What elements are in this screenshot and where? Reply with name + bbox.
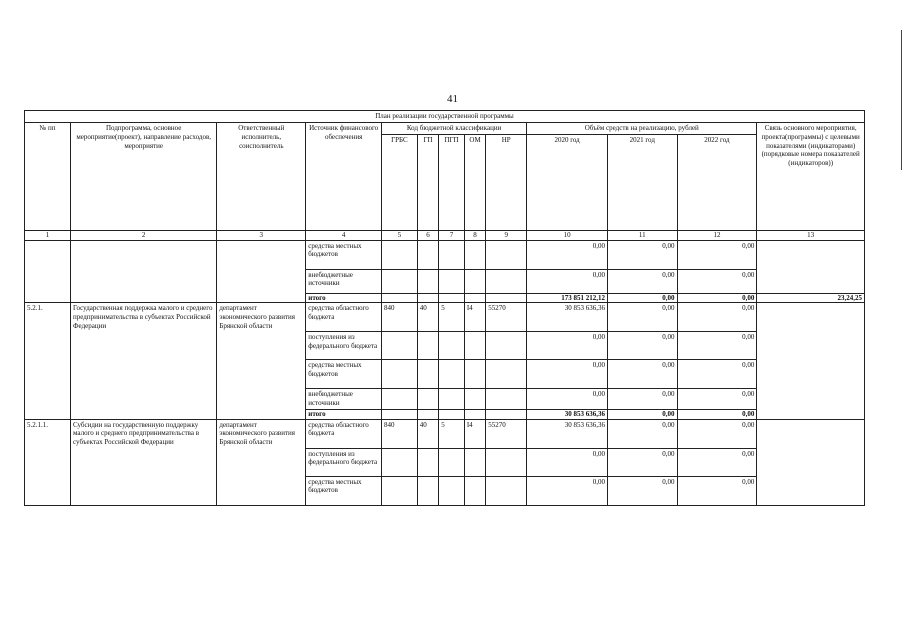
item-executor: департамент экономического развития Брянской области [217,419,306,505]
amount-2020: 30 853 636,36 [527,303,608,332]
header-executor: Ответственный исполнитель, соисполнитель [217,123,306,231]
header-budget-class: Код бюджетной классификации [381,123,526,135]
cont-num-cell [25,240,71,303]
source-cell: средства областного бюджета [306,419,382,448]
item-executor: департамент экономического развития Брянской области [217,303,306,419]
table-row [25,419,865,448]
col-number: 11 [608,230,678,240]
amount-2022: 0,00 [677,448,757,476]
amount-2020: 0,00 [527,269,608,293]
code-gp: 40 [417,419,438,448]
col-number: 4 [306,230,382,240]
total-2021: 0,00 [608,293,678,303]
source-cell: средства местных бюджетов [306,476,382,505]
amount-2021: 0,00 [608,360,678,389]
amount-2021: 0,00 [608,303,678,332]
link-cell [757,419,865,505]
col-number: 10 [527,230,608,240]
item-name: Государственная поддержка малого и среднего предпринимательства в субъектах Российской Федерации [71,303,217,419]
source-cell: внебюджетные источники [306,389,382,410]
total-2020: 30 853 636,36 [527,409,608,419]
link-cell [757,303,865,419]
page-number: 41 [447,93,458,105]
cont-name-cell [71,240,217,303]
col-number: 9 [486,230,527,240]
code-grbs: 840 [381,303,417,332]
total-link: 23,24,25 [757,293,865,303]
header-2020: 2020 год [527,134,608,230]
source-cell: средства местных бюджетов [306,360,382,389]
source-cell: поступления из федерального бюджета [306,448,382,476]
plan-table [24,110,865,506]
amount-2021: 0,00 [608,269,678,293]
column-number-row [25,230,865,240]
item-name: Субсидии на государственную поддержку малого и среднего предпринимательства в субъектах Российской Федерации [71,419,217,505]
header-2021: 2021 год [608,134,678,230]
amount-2021: 0,00 [608,419,678,448]
amount-2020: 0,00 [527,448,608,476]
amount-2022: 0,00 [677,476,757,505]
header-np: НР [486,134,527,230]
amount-2022: 0,00 [677,332,757,360]
table-row [25,303,865,332]
amount-2021: 0,00 [608,448,678,476]
col-number: 1 [25,230,71,240]
header-pgp: ПГП [439,134,465,230]
col-number: 7 [439,230,465,240]
total-label: итого [306,293,382,303]
header-link: Связь основного мероприятия, проекта(программы) с целевыми показателями (индикаторами) (порядковые номера показателей (индикаторов)) [757,123,865,231]
header-gp: ГП [417,134,438,230]
source-cell: поступления из федерального бюджета [306,332,382,360]
cont-executor-cell [217,240,306,303]
source-cell: средства областного бюджета [306,303,382,332]
amount-2020: 30 853 636,36 [527,419,608,448]
header-grbs: ГРБС [381,134,417,230]
amount-2022: 0,00 [677,240,757,269]
code-np: 55270 [486,419,527,448]
code-np: 55270 [486,303,527,332]
col-number: 13 [757,230,865,240]
source-cell: внебюджетные источники [306,269,382,293]
amount-2022: 0,00 [677,389,757,410]
total-2022: 0,00 [677,409,757,419]
scan-edge-mark [901,30,902,170]
amount-2020: 0,00 [527,389,608,410]
amount-2022: 0,00 [677,360,757,389]
total-2020: 173 851 212,12 [527,293,608,303]
amount-2020: 0,00 [527,332,608,360]
code-om: I4 [464,303,485,332]
header-source: Источник финансового обеспечения [306,123,382,231]
total-label: итого [306,409,382,419]
amount-2020: 0,00 [527,476,608,505]
code-pgp: 5 [439,303,465,332]
col-number: 5 [381,230,417,240]
col-number: 8 [464,230,485,240]
header-subprogram: Подпрограмма, основное мероприятие(проект), направление расходов, мероприятие [71,123,217,231]
amount-2021: 0,00 [608,240,678,269]
item-number: 5.2.1. [25,303,71,419]
header-volume: Объём средств на реализацию, рублей [527,123,757,135]
table-title: План реализации государственной программы [25,111,865,123]
item-number: 5.2.1.1. [25,419,71,505]
source-cell: средства местных бюджетов [306,240,382,269]
amount-2020: 0,00 [527,360,608,389]
code-om: I4 [464,419,485,448]
total-2021: 0,00 [608,409,678,419]
amount-2022: 0,00 [677,419,757,448]
code-gp: 40 [417,303,438,332]
amount-2020: 0,00 [527,240,608,269]
header-num: № пп [25,123,71,231]
amount-2022: 0,00 [677,303,757,332]
amount-2021: 0,00 [608,389,678,410]
col-number: 2 [71,230,217,240]
total-2022: 0,00 [677,293,757,303]
amount-2021: 0,00 [608,332,678,360]
amount-2022: 0,00 [677,269,757,293]
amount-2021: 0,00 [608,476,678,505]
col-number: 6 [417,230,438,240]
code-grbs: 840 [381,419,417,448]
col-number: 12 [677,230,757,240]
table-row [25,240,865,269]
code-pgp: 5 [439,419,465,448]
header-om: ОМ [464,134,485,230]
col-number: 3 [217,230,306,240]
link-cell [757,240,865,293]
header-2022: 2022 год [677,134,757,230]
